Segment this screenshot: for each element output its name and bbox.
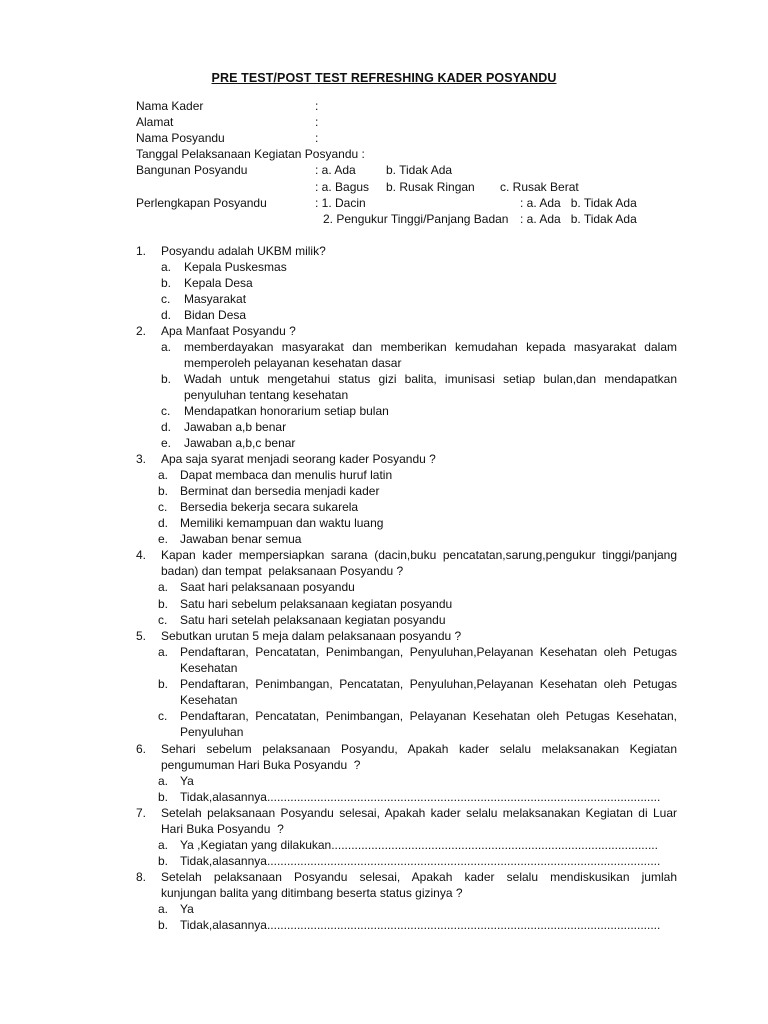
q2-option-a-line2: memperoleh pelayanan kesehatan dasar [184, 356, 402, 370]
q1-text: Posyandu adalah UKBM milik? [161, 244, 326, 258]
q2-option-b-line2: penyuluhan tentang kesehatan [184, 388, 349, 402]
q5-number: 5. [136, 629, 147, 643]
q8-text-line2: kunjungan balita yang ditimbang beserta status gizinya ? [161, 886, 463, 900]
q5-option-b-letter: b. [158, 677, 169, 691]
pengukur-options: : a. Ada b. Tidak Ada [520, 212, 637, 226]
q3-option-e: Jawaban benar semua [180, 532, 302, 546]
q5-option-a-line1: Pendaftaran, Pencatatan, Penimbangan, Penyuluhan,Pelayanan Kesehatan oleh Petugas [180, 645, 677, 659]
q1-option-b: Kepala Desa [184, 276, 253, 290]
q7-option-a-letter: a. [158, 838, 169, 852]
q5-option-c-line2: Penyuluhan [180, 725, 244, 739]
q4-option-a: Saat hari pelaksanaan posyandu [180, 580, 355, 594]
q5-option-a-letter: a. [158, 645, 169, 659]
q8-number: 8. [136, 870, 147, 884]
q4-option-b-letter: b. [158, 597, 169, 611]
q4-text-line2: badan) dan tempat pelaksanaan Posyandu ? [161, 564, 404, 578]
q8-option-b-letter: b. [158, 918, 169, 932]
q3-option-c: Bersedia bekerja secara sukarela [180, 500, 359, 514]
q3-option-d: Memiliki kemampuan dan waktu luang [180, 516, 384, 530]
q4-option-c: Satu hari setelah pelaksanaan kegiatan posyandu [180, 613, 446, 627]
q1-option-a-letter: a. [161, 260, 172, 274]
kondisi-option-bagus: : a. Bagus [315, 180, 370, 194]
q2-option-e: Jawaban a,b,c benar [184, 436, 296, 450]
bangunan-option-ada: : a. Ada [315, 163, 356, 177]
q8-option-a-letter: a. [158, 902, 169, 916]
q7-option-b: Tidak,alasannya...................................................................................................................... [180, 854, 661, 868]
page-title: PRE TEST/POST TEST REFRESHING KADER POSYANDU [211, 71, 557, 85]
kondisi-option-rusak-berat: c. Rusak Berat [500, 180, 579, 194]
q2-option-e-letter: e. [161, 436, 172, 450]
q7-number: 7. [136, 806, 147, 820]
bangunan-option-tidak-ada: b. Tidak Ada [386, 163, 453, 177]
colon-nama-posyandu: : [315, 131, 319, 145]
q7-option-b-letter: b. [158, 854, 169, 868]
q7-text-line2: Hari Buka Posyandu ? [161, 822, 284, 836]
q6-option-a-letter: a. [158, 774, 169, 788]
q6-option-b: Tidak,alasannya...................................................................................................................... [180, 790, 661, 804]
q5-option-c-line1: Pendaftaran, Pencatatan, Penimbangan, Pelayanan Kesehatan oleh Petugas Kesehatan, [180, 709, 677, 723]
q3-option-b-letter: b. [158, 484, 169, 498]
q1-option-c: Masyarakat [184, 292, 247, 306]
q1-option-d-letter: d. [161, 308, 172, 322]
q1-option-c-letter: c. [161, 292, 171, 306]
q5-text: Sebutkan urutan 5 meja dalam pelaksanaan posyandu ? [161, 629, 462, 643]
q2-option-a-line1: memberdayakan masyarakat dan memberikan kemudahan kepada masyarakat dalam [184, 340, 677, 354]
label-nama-kader: Nama Kader [136, 99, 204, 113]
q2-text: Apa Manfaat Posyandu ? [161, 324, 296, 338]
q2-option-d: Jawaban a,b benar [184, 420, 287, 434]
q3-text: Apa saja syarat menjadi seorang kader Posyandu ? [161, 452, 436, 466]
q1-option-b-letter: b. [161, 276, 172, 290]
q8-text-line1: Setelah pelaksanaan Posyandu selesai, Apakah kader selalu mendiskusikan jumlah [161, 870, 677, 884]
q3-option-b: Berminat dan bersedia menjadi kader [180, 484, 380, 498]
colon-nama-kader: : [315, 99, 319, 113]
q6-option-a: Ya [180, 774, 194, 788]
q1-option-d: Bidan Desa [184, 308, 247, 322]
q3-option-e-letter: e. [158, 532, 169, 546]
q2-option-b-letter: b. [161, 372, 172, 386]
perlengkapan-dacin: : 1. Dacin [315, 196, 366, 210]
q4-option-a-letter: a. [158, 580, 169, 594]
q6-text-line1: Sehari sebelum pelaksanaan Posyandu, Apakah kader selalu melaksanakan Kegiatan [161, 742, 677, 756]
q5-option-b-line1: Pendaftaran, Penimbangan, Pencatatan, Penyuluhan,Pelayanan Kesehatan oleh Petugas [180, 677, 677, 691]
q8-option-b: Tidak,alasannya...................................................................................................................... [180, 918, 661, 932]
q2-option-a-letter: a. [161, 340, 172, 354]
q6-number: 6. [136, 742, 147, 756]
q2-option-b-line1: Wadah untuk mengetahui status gizi balita, imunisasi setiap bulan,dan mendapatkan [184, 372, 677, 386]
q5-option-c-letter: c. [158, 709, 168, 723]
q5-option-b-line2: Kesehatan [180, 693, 238, 707]
label-tanggal: Tanggal Pelaksanaan Kegiatan Posyandu : [136, 147, 365, 161]
q4-text-line1: Kapan kader mempersiapkan sarana (dacin,buku pencatatan,sarung,pengukur tinggi/panjang [161, 548, 677, 562]
q5-option-a-line2: Kesehatan [180, 661, 238, 675]
q3-option-a: Dapat membaca dan menulis huruf latin [180, 468, 393, 482]
kondisi-option-rusak-ringan: b. Rusak Ringan [386, 180, 475, 194]
q6-text-line2: pengumuman Hari Buka Posyandu ? [161, 758, 361, 772]
dacin-options: : a. Ada b. Tidak Ada [520, 196, 637, 210]
q2-option-c: Mendapatkan honorarium setiap bulan [184, 404, 389, 418]
q7-text-line1: Setelah pelaksanaan Posyandu selesai, Apakah kader selalu melaksanakan Kegiatan di Luar [161, 806, 677, 820]
q3-option-c-letter: c. [158, 500, 168, 514]
q3-option-a-letter: a. [158, 468, 169, 482]
perlengkapan-pengukur: 2. Pengukur Tinggi/Panjang Badan [323, 212, 509, 226]
q3-option-d-letter: d. [158, 516, 169, 530]
q2-option-d-letter: d. [161, 420, 172, 434]
label-nama-posyandu: Nama Posyandu [136, 131, 225, 145]
q4-option-c-letter: c. [158, 613, 168, 627]
colon-alamat: : [315, 115, 319, 129]
label-bangunan: Bangunan Posyandu [136, 163, 248, 177]
q2-number: 2. [136, 324, 147, 338]
q3-number: 3. [136, 452, 147, 466]
q4-option-b: Satu hari sebelum pelaksanaan kegiatan posyandu [180, 597, 453, 611]
q2-option-c-letter: c. [161, 404, 171, 418]
q1-option-a: Kepala Puskesmas [184, 260, 287, 274]
label-perlengkapan: Perlengkapan Posyandu [136, 196, 267, 210]
q6-option-b-letter: b. [158, 790, 169, 804]
label-alamat: Alamat [136, 115, 174, 129]
q7-option-a: Ya ,Kegiatan yang dilakukan.................................................................................................. [180, 838, 658, 852]
q4-number: 4. [136, 548, 147, 562]
q1-number: 1. [136, 244, 147, 258]
q8-option-a: Ya [180, 902, 194, 916]
